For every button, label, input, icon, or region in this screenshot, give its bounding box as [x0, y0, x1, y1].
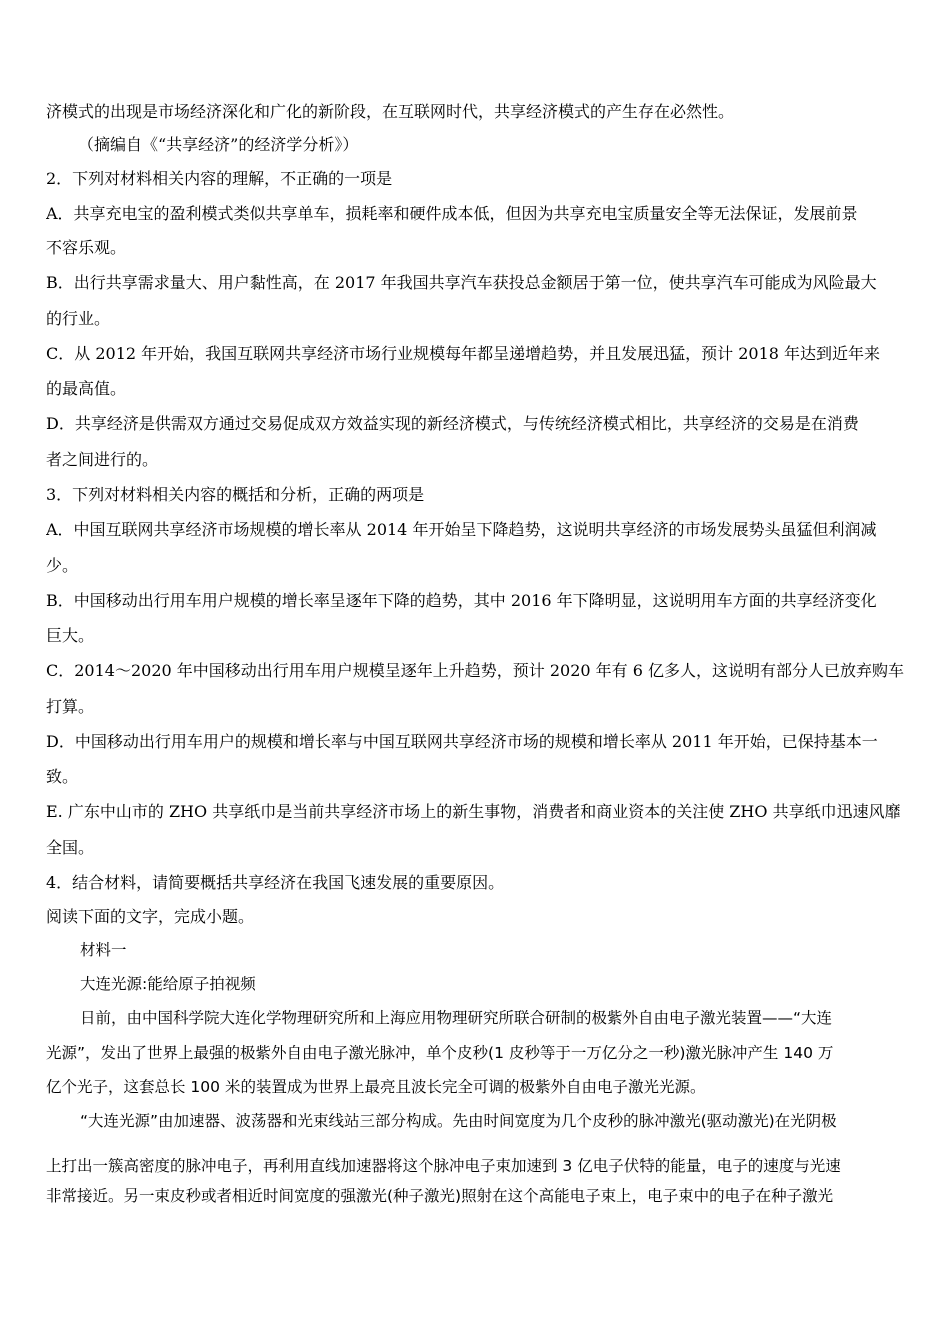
q3-option-b-line2: 巨大。	[46, 626, 95, 645]
q2-option-b-line1: B．出行共享需求量大、用户黏性高，在 2017 年我国共享汽车获投总金额居于第一位，使共享汽车可能成为风险最大	[46, 273, 877, 292]
para2-line3: 非常接近。另一束皮秒或者相近时间宽度的强激光(种子激光)照射在这个高能电子束上，电子束中的电子在种子激光	[46, 1187, 834, 1205]
q3-stem: 3．下列对材料相关内容的概括和分析，正确的两项是	[46, 485, 425, 504]
para1-line1: 日前，由中国科学院大连化学物理研究所和上海应用物理研究所联合研制的极紫外自由电子激光装置——“大连	[80, 1009, 833, 1027]
q3-option-e-line2: 全国。	[46, 838, 95, 857]
q2-option-d-line2: 者之间进行的。	[46, 450, 159, 469]
q3-option-c-line2: 打算。	[46, 697, 95, 716]
q3-option-a-line1: A．中国互联网共享经济市场规模的增长率从 2014 年开始呈下降趋势，这说明共享经济的市场发展势头虽猛但利润减	[46, 520, 877, 539]
q2-stem: 2．下列对材料相关内容的理解，不正确的一项是	[46, 169, 393, 188]
material-title: 大连光源:能给原子拍视频	[80, 975, 256, 993]
q3-option-b-line1: B．中国移动出行用车用户规模的增长率呈逐年下降的趋势，其中 2016 年下降明显，这说明用车方面的共享经济变化	[46, 591, 877, 610]
para2-line1: “大连光源”由加速器、波荡器和光束线站三部分构成。先由时间宽度为几个皮秒的脉冲激光(驱动激光)在光阴极	[80, 1112, 837, 1130]
reading-intro: 阅读下面的文字，完成小题。	[46, 907, 255, 926]
material-label: 材料一	[80, 941, 127, 959]
para1-line3: 亿个光子，这套总长 100 米的装置成为世界上最亮且波长完全可调的极紫外自由电子激光光源。	[46, 1078, 706, 1096]
q3-option-c-line1: C．2014～2020 年中国移动出行用车用户规模呈逐年上升趋势，预计 2020 年有 6 亿多人，这说明有部分人已放弃购车	[46, 661, 905, 680]
q2-option-b-line2: 的行业。	[46, 309, 111, 328]
q3-option-a-line2: 少。	[46, 556, 79, 575]
q2-option-a-line1: A．共享充电宝的盈利模式类似共享单车，损耗率和硬件成本低，但因为共享充电宝质量安全等无法保证，发展前景	[46, 204, 858, 223]
q3-option-d-line2: 致。	[46, 767, 79, 786]
source-note: （摘编自《“共享经济”的经济学分析》）	[78, 135, 359, 154]
intro-tail-line: 济模式的出现是市场经济深化和广化的新阶段，在互联网时代，共享经济模式的产生存在必然性。	[46, 102, 735, 121]
q2-option-c-line1: C．从 2012 年开始，我国互联网共享经济市场行业规模每年都呈递增趋势，并且发展迅猛，预计 2018 年达到近年来	[46, 344, 881, 363]
q2-option-a-line2: 不容乐观。	[46, 238, 127, 257]
para2-line2: 上打出一簇高密度的脉冲电子，再利用直线加速器将这个脉冲电子束加速到 3 亿电子伏特的能量，电子的速度与光速	[46, 1157, 841, 1175]
q2-option-c-line2: 的最高值。	[46, 379, 127, 398]
q3-option-d-line1: D．中国移动出行用车用户的规模和增长率与中国互联网共享经济市场的规模和增长率从 2011 年开始，已保持基本一	[46, 732, 878, 751]
q2-option-d-line1: D．共享经济是供需双方通过交易促成双方效益实现的新经济模式，与传统经济模式相比，共享经济的交易是在消费	[46, 414, 859, 433]
para1-line2: 光源”，发出了世界上最强的极紫外自由电子激光脉冲，单个皮秒(1 皮秒等于一万亿分之一秒)激光脉冲产生 140 万	[46, 1044, 834, 1062]
q3-option-e-line1: E. 广东中山市的 ZHO 共享纸巾是当前共享经济市场上的新生事物，消费者和商业资本的关注使 ZHO 共享纸巾迅速风靡	[46, 802, 901, 821]
q4-stem: 4．结合材料，请简要概括共享经济在我国飞速发展的重要原因。	[46, 873, 505, 892]
